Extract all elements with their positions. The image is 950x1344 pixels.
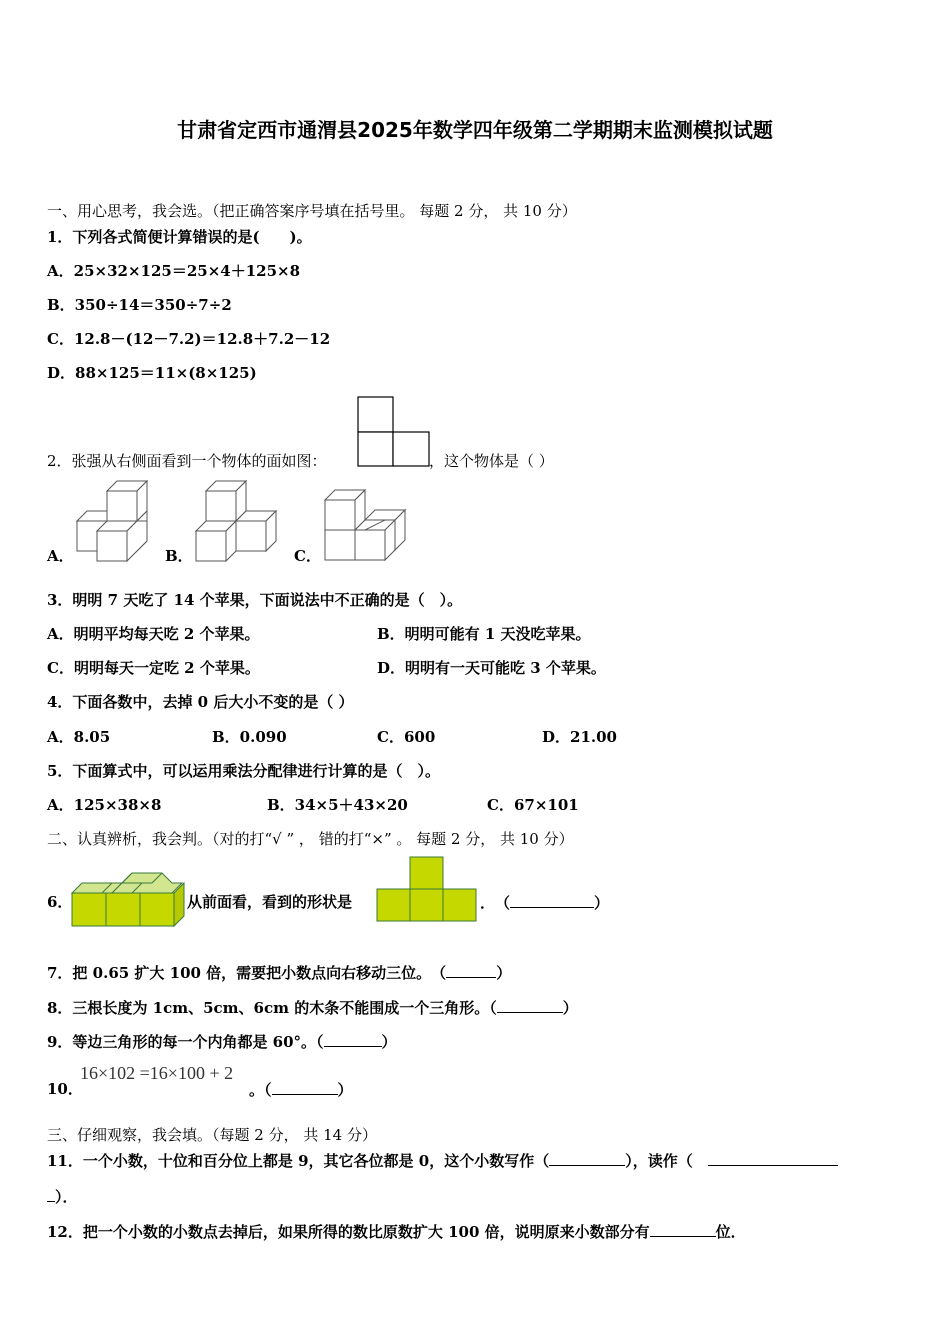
q1-option-c: C．12.8－(12－7.2)＝12.8＋7.2－12 <box>47 330 331 348</box>
q11-statement-continued[interactable]: ）． <box>47 1187 78 1206</box>
section3-heading: 三、仔细观察，我会填。（每题 2 分， 共 14 分） <box>47 1126 377 1144</box>
q3-stem: 3．明明 7 天吃了 14 个苹果，下面说法中不正确的是（ ）。 <box>47 591 463 609</box>
q2-option-b-label: B． <box>165 547 193 565</box>
q10-number: 10． <box>47 1080 83 1098</box>
section2-heading: 二、认真辨析，我会判。（对的打“√ ” ， 错的打“×” 。 每题 2 分， 共 10 分） <box>47 830 574 848</box>
q3-option-c: C．明明每天一定吃 2 个苹果。 <box>47 659 260 677</box>
q7-statement[interactable]: 7．把 0.65 扩大 100 倍，需要把小数点向右移动三位。 （ ） <box>47 964 512 982</box>
q3-option-b: B．明明可能有 1 天没吃苹果。 <box>377 625 591 643</box>
page-title: 甘肃省定西市通渭县2025年数学四年级第二学期期末监测模拟试题 <box>177 118 773 142</box>
q10-answer-blank[interactable]: 。（ ） <box>249 1081 353 1099</box>
q11-statement[interactable]: 11．一个小数，十位和百分位上都是 9，其它各位都是 0，这个小数写作（ ），读作（ <box>47 1151 838 1170</box>
q2-stem: 2．张强从右侧面看到一个物体的面如图： <box>47 452 327 470</box>
q2-option-b-figure <box>195 480 277 562</box>
q2-side-view-figure <box>357 396 431 468</box>
q6-cubes-figure <box>71 869 187 927</box>
q2-option-c-label: C． <box>294 547 321 565</box>
q4-option-b: B．0.090 <box>212 728 287 746</box>
q4-option-d: D．21.00 <box>542 728 617 746</box>
q2-option-c-figure <box>324 489 406 563</box>
q5-option-c: C．67×101 <box>487 796 579 814</box>
q6-answer-blank[interactable]: ． （ ） <box>480 894 610 912</box>
q5-stem: 5．下面算式中，可以运用乘法分配律进行计算的是（ ）。 <box>47 762 440 780</box>
q5-option-b: B．34×5＋43×20 <box>267 796 408 814</box>
q4-stem: 4．下面各数中，去掉 0 后大小不变的是（ ） <box>47 693 354 711</box>
q8-statement[interactable]: 8．三根长度为 1cm、5cm、6cm 的木条不能围成一个三角形。（ ） <box>47 999 578 1017</box>
q2-stem-tail: ，这个物体是（ ） <box>429 452 554 470</box>
q12-statement[interactable]: 12．把一个小数的小数点去掉后，如果所得的数比原数扩大 100 倍，说明原来小数部分有 位． <box>47 1223 746 1241</box>
q1-option-a: A．25×32×125＝25×4＋125×8 <box>47 262 301 280</box>
q6-text: 从前面看，看到的形状是 <box>187 893 353 911</box>
q3-option-a: A．明明平均每天吃 2 个苹果。 <box>47 625 260 643</box>
q1-option-b: B．350÷14＝350÷7÷2 <box>47 296 232 314</box>
section1-heading: 一、用心思考，我会选。（把正确答案序号填在括号里。 每题 2 分， 共 10 分） <box>47 202 577 220</box>
q6-front-view-figure <box>376 856 478 922</box>
q4-option-c: C．600 <box>377 728 436 746</box>
q5-option-a: A．125×38×8 <box>47 796 162 814</box>
q3-option-d: D．明明有一天可能吃 3 个苹果。 <box>377 659 606 677</box>
q6-number: 6． <box>47 893 73 911</box>
q1-option-d: D．88×125＝11×(8×125) <box>47 364 257 382</box>
q1-stem: 1．下列各式简便计算错误的是( )。 <box>47 228 312 246</box>
q10-formula: 16×102 =16×100 + 2 <box>80 1063 234 1083</box>
q2-option-a-figure <box>76 480 150 562</box>
q2-option-a-label: A． <box>47 547 74 565</box>
q9-statement[interactable]: 9．等边三角形的每一个内角都是 60°。（ ） <box>47 1033 397 1051</box>
q4-option-a: A．8.05 <box>47 728 111 746</box>
